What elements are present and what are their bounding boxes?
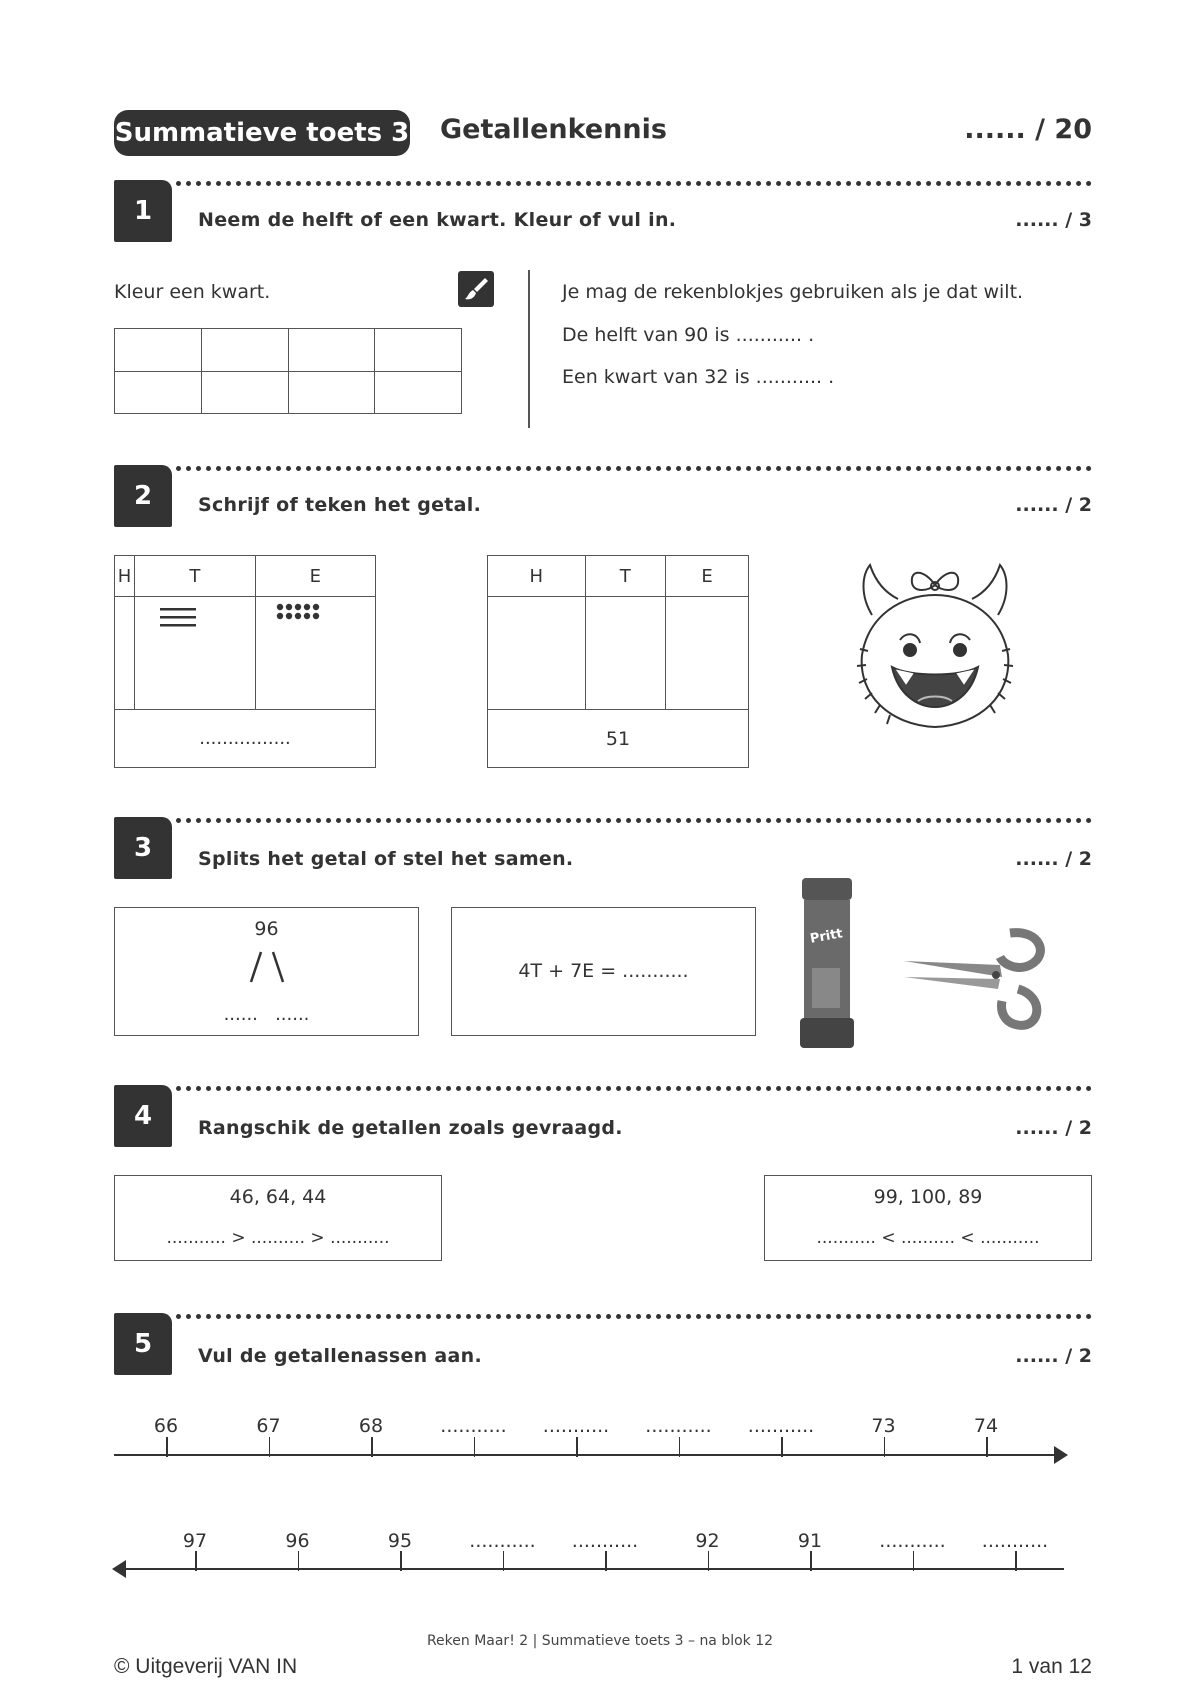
question-1-title: Neem de helft of een kwart. Kleur of vul in. xyxy=(198,209,677,231)
tick-label: 67 xyxy=(256,1415,281,1437)
order-box-descending xyxy=(114,1175,442,1261)
color-quarter-label: Kleur een kwart. xyxy=(114,281,271,303)
tick-label[interactable]: ........... xyxy=(542,1415,610,1437)
tens-cell[interactable] xyxy=(585,597,665,710)
question-2-title: Schrijf of teken het getal. xyxy=(198,494,482,516)
tick-mark xyxy=(503,1551,505,1571)
order-numbers-left: 46, 64, 44 xyxy=(229,1186,327,1208)
tick-mark xyxy=(708,1551,710,1571)
tick-label: 91 xyxy=(797,1530,823,1552)
header-h: H xyxy=(115,556,135,597)
grid-cell[interactable] xyxy=(375,371,462,414)
question-5-title: Vul de getallenassen aan. xyxy=(198,1345,482,1367)
order-answer-right[interactable]: ........... < .......... < ........... xyxy=(816,1228,1040,1248)
tick-label[interactable]: ........... xyxy=(440,1415,507,1437)
dotted-divider xyxy=(176,1314,1092,1319)
tick-mark xyxy=(400,1551,402,1571)
tick-mark xyxy=(269,1437,271,1457)
header-t: T xyxy=(585,556,665,597)
dotted-divider xyxy=(176,181,1092,186)
glue-stick-illustration xyxy=(798,878,858,1053)
tick-mark xyxy=(884,1437,886,1457)
tick-mark xyxy=(1015,1551,1017,1571)
tick-label[interactable]: ........... xyxy=(645,1415,712,1437)
quarter-question[interactable]: Een kwart van 32 is ........... . xyxy=(562,366,835,388)
grid-cell[interactable] xyxy=(288,329,375,372)
tick-label[interactable]: ........... xyxy=(879,1530,946,1552)
order-answer-left[interactable]: ........... > .......... > ........... xyxy=(166,1228,390,1248)
ones-dots xyxy=(256,597,342,637)
question-4-score: ...... / 2 xyxy=(1015,1117,1092,1139)
tick-mark xyxy=(605,1551,607,1571)
tick-mark xyxy=(679,1437,681,1457)
grid-cell[interactable] xyxy=(288,371,375,414)
question-number-2: 2 xyxy=(114,465,172,527)
quarter-grid xyxy=(114,328,462,414)
question-number-3: 3 xyxy=(114,817,172,879)
question-number-4: 4 xyxy=(114,1085,172,1147)
grid-cell[interactable] xyxy=(115,371,202,414)
split-branches xyxy=(245,948,289,988)
header-e: E xyxy=(666,556,749,597)
scissors-illustration xyxy=(900,925,1052,1035)
tick-mark xyxy=(298,1551,300,1571)
tick-label: 92 xyxy=(695,1530,720,1552)
compose-box xyxy=(451,907,756,1036)
order-box-ascending xyxy=(764,1175,1092,1261)
hte-table-left xyxy=(114,555,376,768)
tick-label: 66 xyxy=(153,1415,179,1437)
header-h: H xyxy=(488,556,586,597)
compose-expression[interactable]: 4T + 7E = ........... xyxy=(518,960,689,982)
grid-cell[interactable] xyxy=(201,329,288,372)
brush-icon xyxy=(458,271,494,307)
split-box xyxy=(114,907,419,1036)
tick-label[interactable]: ........... xyxy=(571,1530,639,1552)
arrow-left-icon xyxy=(112,1560,126,1578)
order-numbers-right: 99, 100, 89 xyxy=(873,1186,983,1208)
tick-mark xyxy=(986,1437,988,1457)
grid-cell[interactable] xyxy=(115,329,202,372)
tick-label[interactable]: ........... xyxy=(747,1415,815,1437)
split-blanks[interactable]: ...... ...... xyxy=(223,1004,310,1025)
hundreds-cell xyxy=(115,597,135,710)
tick-mark xyxy=(576,1437,578,1457)
half-question[interactable]: De helft van 90 is ........... . xyxy=(562,324,815,346)
arrow-right-icon xyxy=(1054,1446,1068,1464)
answer-right: 51 xyxy=(488,710,749,768)
tick-label: 96 xyxy=(285,1530,310,1552)
tick-mark xyxy=(810,1551,812,1571)
question-number-5: 5 xyxy=(114,1313,172,1375)
dotted-divider xyxy=(176,1086,1092,1091)
tick-mark xyxy=(371,1437,373,1457)
tick-label[interactable]: ........... xyxy=(981,1530,1049,1552)
question-3-title: Splits het getal of stel het samen. xyxy=(198,848,574,870)
test-badge: Summatieve toets 3 xyxy=(114,110,410,156)
grid-cell[interactable] xyxy=(201,371,288,414)
tick-label[interactable]: ........... xyxy=(469,1530,536,1552)
tick-mark xyxy=(781,1437,783,1457)
question-2-score: ...... / 2 xyxy=(1015,494,1092,516)
tick-label: 73 xyxy=(871,1415,896,1437)
header-t: T xyxy=(135,556,255,597)
tens-bars xyxy=(135,597,221,637)
question-1-score: ...... / 3 xyxy=(1015,209,1092,231)
ones-cell xyxy=(255,597,375,710)
question-5-score: ...... / 2 xyxy=(1015,1345,1092,1367)
page-title: Getallenkennis xyxy=(440,114,667,145)
header-e: E xyxy=(255,556,375,597)
number-line-2 xyxy=(120,1568,1064,1570)
hte-table-right xyxy=(487,555,749,768)
tick-label: 68 xyxy=(358,1415,384,1437)
tick-mark xyxy=(166,1437,168,1457)
tick-mark xyxy=(474,1437,476,1457)
tick-label: 74 xyxy=(973,1415,999,1437)
hundreds-cell[interactable] xyxy=(488,597,586,710)
page-number: 1 van 12 xyxy=(1011,1655,1092,1678)
question-4-title: Rangschik de getallen zoals gevraagd. xyxy=(198,1117,623,1139)
number-line-1 xyxy=(114,1454,1064,1456)
question-number-1: 1 xyxy=(114,180,172,242)
tick-label: 97 xyxy=(182,1530,208,1552)
split-number: 96 xyxy=(254,918,279,940)
total-score: ...... / 20 xyxy=(964,114,1092,145)
hint-text: Je mag de rekenblokjes gebruiken als je dat wilt. xyxy=(562,281,1024,303)
question-3-score: ...... / 2 xyxy=(1015,848,1092,870)
tens-cell xyxy=(135,597,255,710)
footer-series: Reken Maar! 2 | Summatieve toets 3 – na blok 12 xyxy=(426,1633,774,1649)
tick-label: 95 xyxy=(387,1530,413,1552)
footer-publisher: © Uitgeverij VAN IN xyxy=(114,1655,298,1678)
dotted-divider xyxy=(176,818,1092,823)
glue-brand: Pritt xyxy=(808,926,844,947)
tick-mark xyxy=(195,1551,197,1571)
monster-illustration xyxy=(840,555,1030,745)
grid-cell[interactable] xyxy=(375,329,462,372)
dotted-divider xyxy=(176,466,1092,471)
vertical-divider xyxy=(528,270,530,428)
ones-cell[interactable] xyxy=(666,597,749,710)
tick-mark xyxy=(913,1551,915,1571)
answer-left[interactable]: ................ xyxy=(115,710,376,768)
